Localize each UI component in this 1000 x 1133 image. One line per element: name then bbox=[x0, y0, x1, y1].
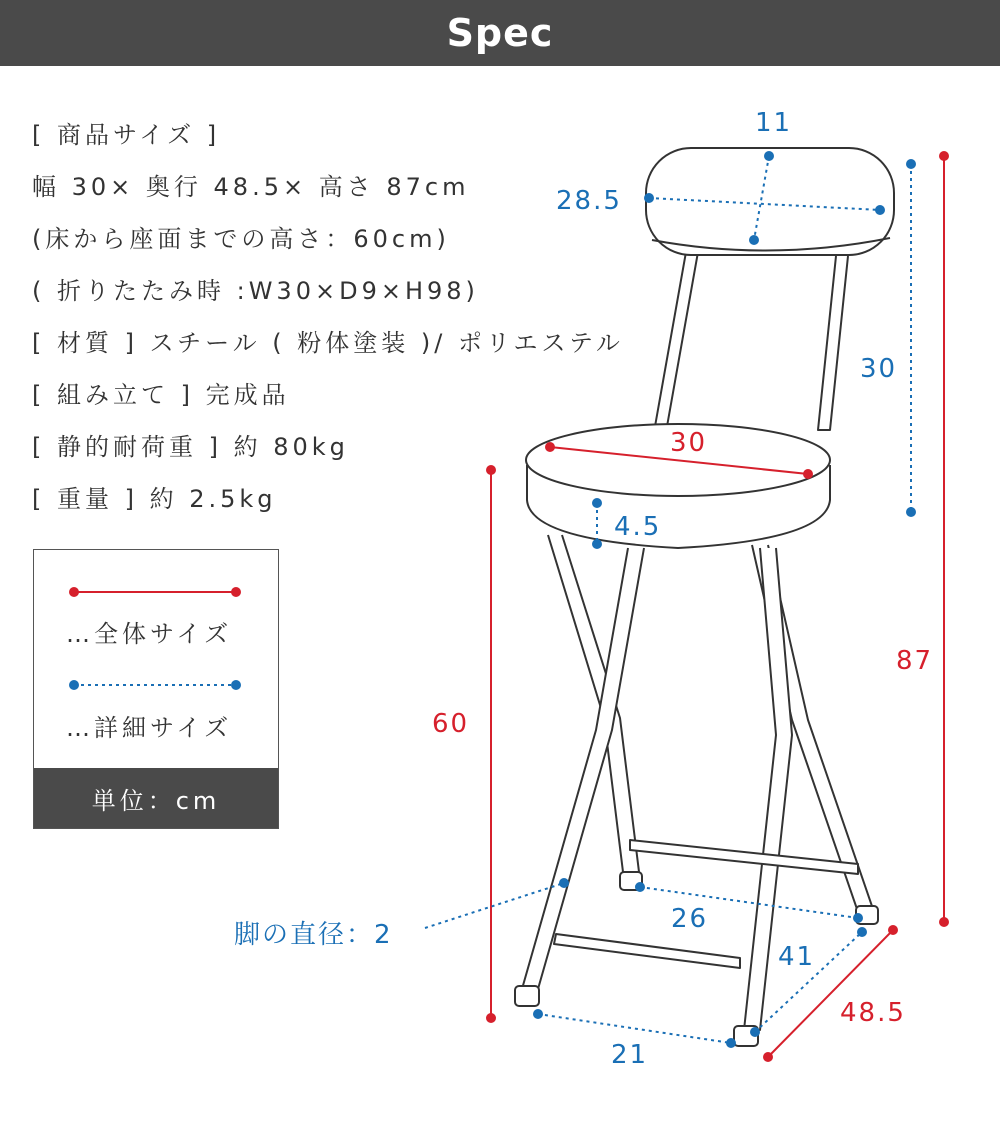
spec-line-assembly: [ 組み立て ] 完成品 bbox=[32, 381, 290, 409]
label-seat-diameter: 30 bbox=[670, 428, 708, 458]
spec-line-seat-height: (床から座面までの高さ：60cm) bbox=[32, 225, 450, 253]
label-side-depth: 41 bbox=[778, 942, 816, 972]
front-rung bbox=[554, 934, 740, 968]
spec-line-weight: [ 重量 ] 約 2.5kg bbox=[32, 485, 277, 513]
label-seat-thickness: 4.5 bbox=[614, 512, 662, 542]
rear-rung bbox=[630, 840, 858, 874]
page-title: Spec bbox=[446, 11, 554, 55]
label-seat-height: 60 bbox=[432, 709, 470, 739]
label-leg-diameter: 脚の直径：2 bbox=[234, 920, 393, 950]
back-upright-left bbox=[654, 252, 698, 432]
spec-line-dimensions: 幅 30× 奥行 48.5× 高さ 87cm bbox=[32, 173, 470, 201]
foot-front-left bbox=[515, 986, 539, 1006]
legend-detail-label: …詳細サイズ bbox=[66, 714, 233, 742]
label-front-width: 21 bbox=[611, 1040, 649, 1070]
label-back-height: 30 bbox=[860, 354, 898, 384]
label-total-height: 87 bbox=[896, 646, 934, 676]
spec-line-material: [ 材質 ] スチール ( 粉体塗装 )/ ポリエステル bbox=[32, 329, 624, 357]
spec-line-load-capacity: [ 静的耐荷重 ] 約 80kg bbox=[32, 433, 349, 461]
label-rear-width: 26 bbox=[671, 904, 709, 934]
unit-label: 単位：cm bbox=[34, 768, 278, 828]
spec-line-folded-size: ( 折りたたみ時 :W30×D9×H98) bbox=[32, 277, 479, 305]
back-upright-right bbox=[818, 256, 848, 430]
dim-line-front-width bbox=[538, 1014, 731, 1043]
spec-line-product-size: [ 商品サイズ ] bbox=[32, 121, 221, 149]
label-backrest-height: 11 bbox=[755, 108, 793, 138]
legend-overall-label: …全体サイズ bbox=[66, 620, 233, 648]
label-backrest-width: 28.5 bbox=[556, 186, 622, 216]
backrest bbox=[646, 148, 894, 255]
label-total-depth: 48.5 bbox=[840, 998, 906, 1028]
